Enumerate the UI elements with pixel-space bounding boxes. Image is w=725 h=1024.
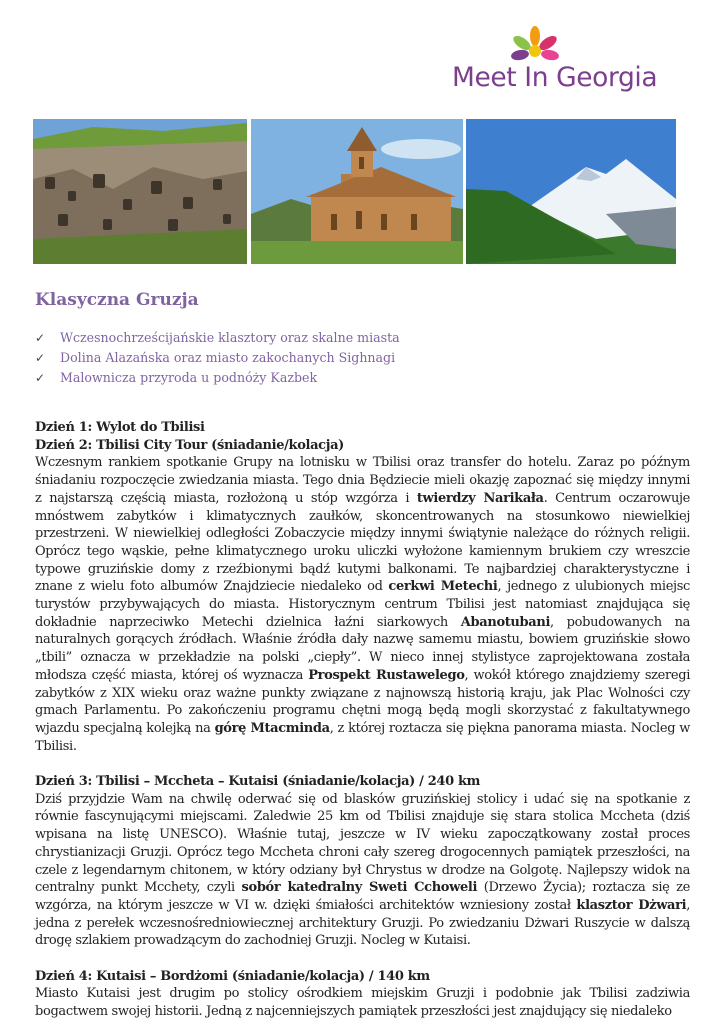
day-heading: Dzień 2: Tbilisi City Tour (śniadanie/kolacja) [35, 437, 344, 453]
check-icon: ✓ [35, 371, 46, 385]
list-item: ✓ Malownicza przyroda u podnóży Kazbek [35, 368, 400, 388]
check-icon: ✓ [35, 331, 46, 345]
day-heading: Dzień 1: Wylot do Tbilisi [35, 420, 205, 435]
cathedral-photo [251, 119, 463, 264]
day-description: Dziś przyjdzie Wam na chwilę oderwać się od blasków gruzińskiej stolicy i udać się na spotkanie z równie fascynującymi miejscami. Zaledwie 25 km od Tbilisi znajduje się stara stolica Mccheta (dziś wpisana na listę UNESCO). Właśnie tutaj, jeszcze w IV wieku zapoczątkowany został proces chrystianizacji Gruzji. Oprócz tego Mccheta chroni cały szereg drogocennych pamiątek przeszłości, na czele z legendarnym chitonem, w który odziany był Chrystus w drodze na Golgotę. Najlepszy widok na centralny punkt Mcchety, czyli sobór katedralny Sweti Cchoweli (Drzewo Życia); roztacza się ze wzgórza, na którym jeszcze w VI w. dzięki śmiałości architektów wzniesiony został klasztor Dżwari, jedna z perełek wczesnośredniowiecznej architektury Gruzji. Po zwiedzaniu Dżwari Ruszycie w dalszą drogę szlakiem prowadzącym do zachodniej Gruzji. Nocleg w Kutaisi. [35, 791, 691, 949]
mountain-photo [466, 119, 676, 264]
itinerary [35, 419, 690, 1021]
check-icon: ✓ [35, 351, 46, 365]
day-heading: Dzień 3: Tbilisi – Mccheta – Kutaisi (śniadanie/kolacja) / 240 km [35, 774, 481, 790]
page-title: Klasyczna Gruzja [35, 290, 199, 310]
day-heading: Dzień 4: Kutaisi – Bordżomi (śniadanie/kolacja) / 140 km [35, 968, 430, 984]
logo-text: Meet In Georgia [452, 62, 658, 93]
list-item: ✓ Wczesnochrześcijańskie klasztory oraz skalne miasta [35, 328, 400, 348]
brand-logo [452, 26, 688, 100]
cave-town-photo [33, 119, 247, 264]
day-description: Miasto Kutaisi jest drugim po stolicy ośrodkiem miejskim Gruzji i podobnie jak Tbilisi zadziwia bogactwem swojej historii. Jedną z najcenniejszych pamiątek przeszłości jest znajdujący się niedaleko [35, 986, 690, 1020]
day-description: Wczesnym rankiem spotkanie Grupy na lotnisku w Tbilisi oraz transfer do hotelu. Zaraz po późnym śniadaniu rozpoczęcie zwiedzania miasta. Tego dnia Będziecie mieli okazję zapoznać się między innymi z najstarszą częścią miasta, rozłożoną u stóp wzgórza i twierdzy Narikała. Centrum oczarowuje mnóstwem zabytków i klimatycznych zaułków, skoncentrowanych na stosunkowo niewielkiej przestrzeni. W niewielkiej odległości Zobaczycie między innymi świątynie należące do różnych religii. Oprócz tego wąskie, pełne klimatycznego uroku uliczki wyłożone kamiennym brukiem czy wreszcie typowe gruzińskie domy z rzeźbionymi bądź kutymi balkonami. Te najbardziej charakterystyczne i znane z wielu foto albumów Znajdziecie niedaleko od cerkwi Metechi, jednego z ulubionych miejsc turystów przybywających do miasta. Historycznym centrum Tbilisi jest natomiast znajdująca się dokładnie naprzeciwko Metechi dzielnica łaźni siarkowych Abanotubani, pobudowanych na naturalnych gorących źródłach. Właśnie źródła dały nazwę samemu miastu, bowiem gruzińskie słowo „tbili” oznacza w przekładzie na polski „ciepły”. W nieco innej stylistyce zaprojektowana została młodsza część miasta, której oś wyznacza Prospekt Rustawelego, wokół którego znajdziemy szeregi zabytków z XIX wieku oraz ważne punkty związane z najnowszą historią kraju, jak Plac Wolności czy gmach Parlamentu. Po zakończeniu programu chętni mogą będą mogli skorzystać z fakultatywnego wjazdu specjalną kolejką na górę Mtacminda, z której roztacza się piękna panorama miasta. Nocleg w Tbilisi. [35, 455, 691, 754]
highlights-list [35, 328, 400, 388]
list-item: ✓ Dolina Alazańska oraz miasto zakochanych Sighnagi [35, 348, 400, 368]
flower-logo-icon [508, 26, 562, 66]
